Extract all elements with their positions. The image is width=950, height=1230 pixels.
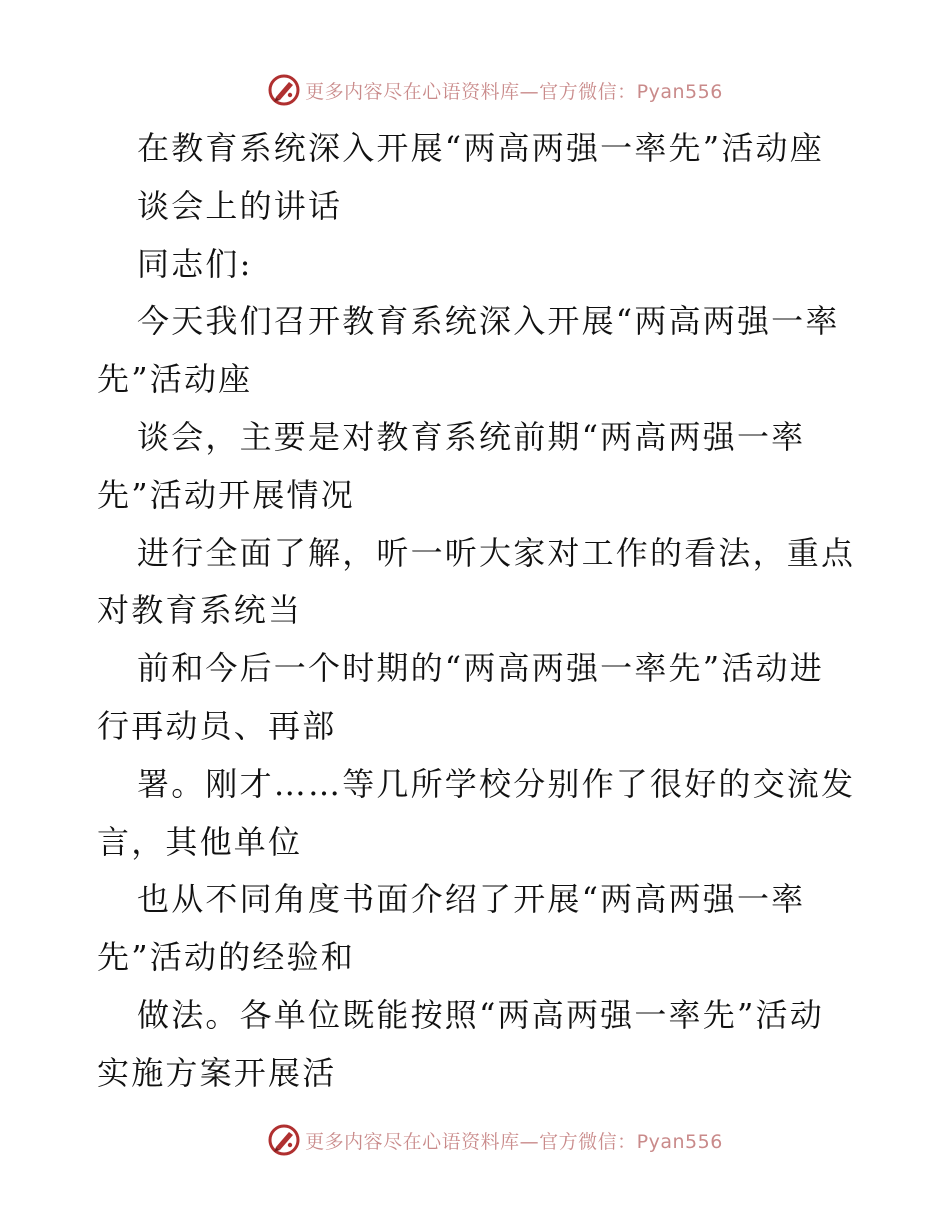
paragraph-line: 也从不同角度书面介绍了开展“两高两强一率 <box>137 880 806 919</box>
pen-logo-icon <box>267 1123 301 1157</box>
pen-logo-icon <box>267 73 301 107</box>
paragraph-line: 先”活动开展情况 <box>97 475 355 514</box>
paragraph-line: 进行全面了解，听一听大家对工作的看法，重点 <box>137 533 856 572</box>
paragraph-line: 先”活动的经验和 <box>97 938 355 977</box>
paragraph-line: 今天我们召开教育系统深入开展“两高两强一率 <box>137 302 840 341</box>
salutation-line: 同志们: <box>137 244 253 283</box>
paragraph-line: 做法。各单位既能按照“两高两强一率先”活动 <box>137 995 824 1034</box>
paragraph-line: 言，其他单位 <box>97 822 303 861</box>
header-banner-text: 更多内容尽在心语资料库—官方微信：Pyan556 <box>305 80 723 103</box>
paragraph-line: 署。刚才……等几所学校分别作了很好的交流发 <box>137 764 856 803</box>
document-body <box>97 120 857 1103</box>
footer-watermark-banner <box>0 1120 950 1160</box>
paragraph-line: 对教育系统当 <box>97 591 303 630</box>
title-line-1: 在教育系统深入开展“两高两强一率先”活动座 <box>137 129 824 167</box>
paragraph-line: 行再动员、再部 <box>97 706 337 745</box>
header-watermark-banner <box>0 70 950 110</box>
paragraph-line: 前和今后一个时期的“两高两强一率先”活动进 <box>137 649 824 688</box>
paragraph-line: 实施方案开展活 <box>97 1053 337 1092</box>
paragraph-line: 谈会，主要是对教育系统前期“两高两强一率 <box>137 417 806 456</box>
footer-banner-text: 更多内容尽在心语资料库—官方微信：Pyan556 <box>305 1130 723 1153</box>
paragraph-line: 先”活动座 <box>97 360 253 399</box>
title-line-2: 谈会上的讲话 <box>137 186 343 225</box>
